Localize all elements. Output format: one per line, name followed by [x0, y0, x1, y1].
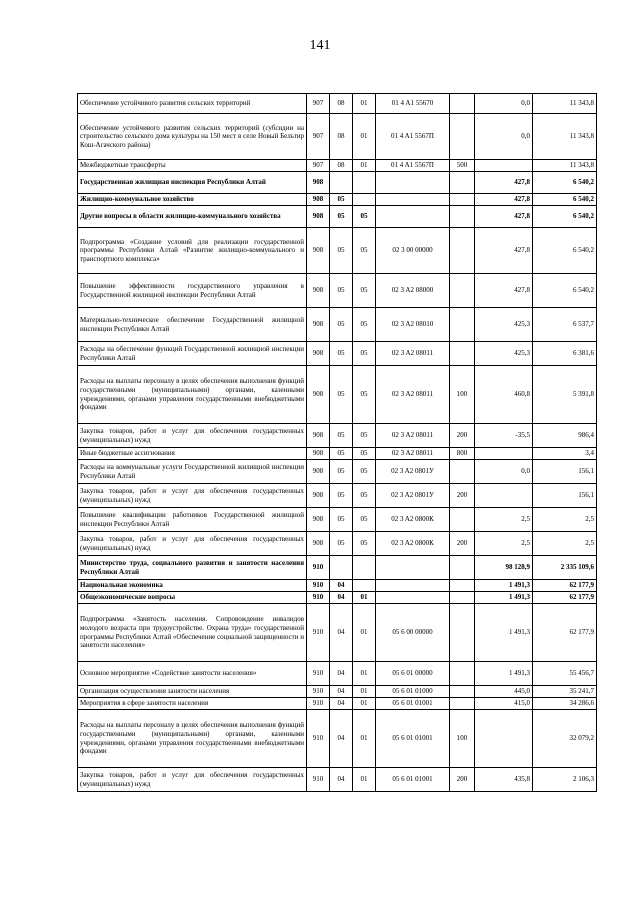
- row-target-article: [376, 206, 450, 228]
- row-amount-total: 2 106,3: [533, 768, 597, 792]
- row-section-code: 04: [330, 686, 353, 698]
- row-ved-code: 907: [307, 114, 330, 160]
- table-row: [78, 308, 597, 342]
- row-name: Межбюджетные трансферты: [78, 160, 307, 172]
- row-amount-change: [475, 484, 533, 508]
- row-name: Обеспечение устойчивого развития сельских территорий (субсидии на строительство сельского дома культуры на 150 мест в селе Новый Бельтир Кош-Агачского района): [78, 114, 307, 160]
- row-ved-code: 910: [307, 556, 330, 580]
- row-subsection-code: 01: [353, 604, 376, 662]
- row-target-article: [376, 194, 450, 206]
- row-amount-total: 11 343,8: [533, 94, 597, 114]
- row-amount-total: 2 335 109,6: [533, 556, 597, 580]
- row-amount-total: 2,5: [533, 508, 597, 532]
- row-section-code: 05: [330, 532, 353, 556]
- row-name: Жилищно-коммунальное хозяйство: [78, 194, 307, 206]
- row-amount-total: 6 537,7: [533, 308, 597, 342]
- row-ved-code: 908: [307, 460, 330, 484]
- table-row: [78, 160, 597, 172]
- row-amount-change: 427,8: [475, 194, 533, 206]
- row-name: Расходы на выплаты персоналу в целях обеспечения выполнения функций государственными (муниципальными) органами, казенными учреждениями, органами управления государственными внебюджетными фондами: [78, 366, 307, 424]
- row-target-article: 01 4 A1 5567П: [376, 160, 450, 172]
- row-target-article: [376, 580, 450, 592]
- row-expense-type: [450, 172, 475, 194]
- row-ved-code: 908: [307, 366, 330, 424]
- row-expense-type: [450, 194, 475, 206]
- row-name: Подпрограмма «Занятость населения. Сопровождение инвалидов молодого возраста при трудоустройстве. Охрана труда» государственной программы Республики Алтай «Обеспечение социальной защищенности и занятости населения»: [78, 604, 307, 662]
- row-amount-change: 1 491,3: [475, 662, 533, 686]
- row-amount-total: 6 540,2: [533, 228, 597, 274]
- row-subsection-code: 01: [353, 160, 376, 172]
- row-target-article: 05 6 01 01001: [376, 768, 450, 792]
- row-target-article: 02 3 A2 0801У: [376, 484, 450, 508]
- row-ved-code: 908: [307, 484, 330, 508]
- row-section-code: 04: [330, 710, 353, 768]
- row-ved-code: 908: [307, 194, 330, 206]
- row-target-article: 02 3 A2 0800К: [376, 508, 450, 532]
- row-target-article: 01 4 A1 55670: [376, 94, 450, 114]
- row-target-article: 02 3 A2 08011: [376, 424, 450, 448]
- row-target-article: [376, 556, 450, 580]
- budget-table: [77, 93, 597, 792]
- row-amount-total: 62 177,9: [533, 580, 597, 592]
- row-amount-total: 156,1: [533, 460, 597, 484]
- row-ved-code: 910: [307, 662, 330, 686]
- row-amount-change: 435,8: [475, 768, 533, 792]
- row-section-code: [330, 556, 353, 580]
- row-amount-change: 425,3: [475, 308, 533, 342]
- table-row: [78, 710, 597, 768]
- row-ved-code: 908: [307, 308, 330, 342]
- table-row: [78, 114, 597, 160]
- row-amount-total: 156,1: [533, 484, 597, 508]
- row-section-code: 05: [330, 308, 353, 342]
- row-ved-code: 908: [307, 424, 330, 448]
- row-name: Закупка товаров, работ и услуг для обеспечения государственных (муниципальных) нужд: [78, 424, 307, 448]
- row-subsection-code: 01: [353, 114, 376, 160]
- table-row: [78, 604, 597, 662]
- row-target-article: 05 6 01 01001: [376, 698, 450, 710]
- row-subsection-code: 05: [353, 532, 376, 556]
- row-target-article: [376, 172, 450, 194]
- row-expense-type: [450, 114, 475, 160]
- row-amount-change: 445,0: [475, 686, 533, 698]
- row-name: Министерство труда, социального развития и занятости населения Республики Алтай: [78, 556, 307, 580]
- row-section-code: 04: [330, 698, 353, 710]
- row-amount-change: 460,8: [475, 366, 533, 424]
- row-ved-code: 908: [307, 172, 330, 194]
- row-expense-type: [450, 206, 475, 228]
- row-target-article: 02 3 A2 0801У: [376, 460, 450, 484]
- row-expense-type: [450, 342, 475, 366]
- row-section-code: 04: [330, 604, 353, 662]
- row-subsection-code: 05: [353, 308, 376, 342]
- row-section-code: 05: [330, 448, 353, 460]
- table-row: [78, 206, 597, 228]
- row-ved-code: 910: [307, 604, 330, 662]
- table-row: [78, 556, 597, 580]
- row-ved-code: 907: [307, 160, 330, 172]
- row-expense-type: [450, 592, 475, 604]
- row-name: Мероприятия в сфере занятости населения: [78, 698, 307, 710]
- row-ved-code: 908: [307, 508, 330, 532]
- row-amount-change: 415,0: [475, 698, 533, 710]
- row-section-code: 05: [330, 194, 353, 206]
- row-amount-total: 34 286,6: [533, 698, 597, 710]
- row-target-article: 05 6 01 00000: [376, 662, 450, 686]
- row-amount-total: 62 177,9: [533, 604, 597, 662]
- row-target-article: 02 3 A2 08000: [376, 274, 450, 308]
- row-name: Закупка товаров, работ и услуг для обеспечения государственных (муниципальных) нужд: [78, 532, 307, 556]
- row-expense-type: 200: [450, 484, 475, 508]
- row-subsection-code: [353, 194, 376, 206]
- row-name: Организация осуществления занятости населения: [78, 686, 307, 698]
- row-subsection-code: 01: [353, 662, 376, 686]
- row-section-code: 05: [330, 206, 353, 228]
- row-target-article: 02 3 00 00000: [376, 228, 450, 274]
- table-row: [78, 662, 597, 686]
- page-number: 141: [309, 38, 331, 53]
- row-subsection-code: 05: [353, 366, 376, 424]
- row-name: Расходы на коммунальные услуги Государственной жилищной инспекции Республики Алтай: [78, 460, 307, 484]
- row-name: Основное мероприятие «Содействие занятости населения»: [78, 662, 307, 686]
- row-subsection-code: 01: [353, 710, 376, 768]
- row-section-code: 05: [330, 228, 353, 274]
- row-amount-change: 427,8: [475, 274, 533, 308]
- row-section-code: 08: [330, 94, 353, 114]
- row-target-article: 05 6 01 01001: [376, 710, 450, 768]
- row-amount-change: 427,8: [475, 172, 533, 194]
- row-amount-total: 3,4: [533, 448, 597, 460]
- row-ved-code: 908: [307, 342, 330, 366]
- row-expense-type: [450, 274, 475, 308]
- row-name: Государственная жилищная инспекция Республики Алтай: [78, 172, 307, 194]
- row-amount-change: [475, 160, 533, 172]
- table-row: [78, 366, 597, 424]
- row-amount-total: 35 241,7: [533, 686, 597, 698]
- row-ved-code: 908: [307, 274, 330, 308]
- row-amount-change: 0,0: [475, 114, 533, 160]
- row-amount-change: 427,8: [475, 206, 533, 228]
- row-expense-type: 800: [450, 448, 475, 460]
- table-row: [78, 342, 597, 366]
- row-section-code: 05: [330, 342, 353, 366]
- row-expense-type: [450, 604, 475, 662]
- row-expense-type: [450, 662, 475, 686]
- row-subsection-code: 01: [353, 592, 376, 604]
- row-amount-change: 98 128,9: [475, 556, 533, 580]
- row-section-code: [330, 172, 353, 194]
- row-subsection-code: 05: [353, 228, 376, 274]
- table-row: [78, 484, 597, 508]
- row-amount-change: -35,5: [475, 424, 533, 448]
- row-section-code: 04: [330, 592, 353, 604]
- row-ved-code: 910: [307, 710, 330, 768]
- table-row: [78, 274, 597, 308]
- row-subsection-code: 05: [353, 484, 376, 508]
- row-subsection-code: [353, 580, 376, 592]
- row-target-article: [376, 592, 450, 604]
- row-expense-type: 200: [450, 424, 475, 448]
- row-target-article: 02 3 A2 08010: [376, 308, 450, 342]
- row-amount-total: 6 540,2: [533, 172, 597, 194]
- row-name: Обеспечение устойчивого развития сельских территорий: [78, 94, 307, 114]
- row-subsection-code: [353, 172, 376, 194]
- row-target-article: 02 3 A2 08011: [376, 366, 450, 424]
- row-section-code: 05: [330, 366, 353, 424]
- row-name: Расходы на обеспечение функций Государственной жилищной инспекции Республики Алтай: [78, 342, 307, 366]
- row-subsection-code: 01: [353, 94, 376, 114]
- table-row: [78, 508, 597, 532]
- row-section-code: 08: [330, 114, 353, 160]
- row-amount-change: 1 491,3: [475, 580, 533, 592]
- row-ved-code: 908: [307, 206, 330, 228]
- row-expense-type: [450, 580, 475, 592]
- table-row: [78, 460, 597, 484]
- row-ved-code: 907: [307, 94, 330, 114]
- table-row: [78, 698, 597, 710]
- row-amount-change: 1 491,3: [475, 604, 533, 662]
- table-row: [78, 768, 597, 792]
- row-ved-code: 910: [307, 580, 330, 592]
- row-section-code: 04: [330, 768, 353, 792]
- row-amount-total: 5 391,8: [533, 366, 597, 424]
- row-expense-type: 200: [450, 532, 475, 556]
- row-ved-code: 910: [307, 768, 330, 792]
- row-expense-type: [450, 228, 475, 274]
- row-amount-total: 6 540,2: [533, 206, 597, 228]
- row-name: Подпрограмма «Создание условий для реализации государственной программы Республики Алтай «Развитие жилищно-коммунального и транспортного комплекса»: [78, 228, 307, 274]
- row-expense-type: 500: [450, 160, 475, 172]
- row-subsection-code: 01: [353, 686, 376, 698]
- row-name: Национальная экономика: [78, 580, 307, 592]
- row-subsection-code: 05: [353, 342, 376, 366]
- row-amount-change: 2,5: [475, 508, 533, 532]
- row-ved-code: 908: [307, 448, 330, 460]
- table-row: [78, 194, 597, 206]
- table-row: [78, 592, 597, 604]
- row-amount-total: 6 540,2: [533, 274, 597, 308]
- row-amount-total: 2,5: [533, 532, 597, 556]
- row-amount-total: 32 079,2: [533, 710, 597, 768]
- row-expense-type: [450, 686, 475, 698]
- row-subsection-code: 05: [353, 508, 376, 532]
- row-name: Иные бюджетные ассигнования: [78, 448, 307, 460]
- row-amount-total: 986,4: [533, 424, 597, 448]
- row-expense-type: 200: [450, 768, 475, 792]
- row-section-code: 05: [330, 484, 353, 508]
- row-amount-change: 1 491,3: [475, 592, 533, 604]
- row-amount-change: 0,0: [475, 94, 533, 114]
- row-section-code: 08: [330, 160, 353, 172]
- row-expense-type: [450, 308, 475, 342]
- row-expense-type: [450, 556, 475, 580]
- table-row: [78, 580, 597, 592]
- row-amount-total: 11 343,8: [533, 160, 597, 172]
- row-expense-type: [450, 94, 475, 114]
- row-subsection-code: 01: [353, 698, 376, 710]
- row-subsection-code: 01: [353, 768, 376, 792]
- row-target-article: 02 3 A2 0800К: [376, 532, 450, 556]
- row-name: Закупка товаров, работ и услуг для обеспечения государственных (муниципальных) нужд: [78, 768, 307, 792]
- row-amount-total: 6 381,6: [533, 342, 597, 366]
- row-amount-total: 62 177,9: [533, 592, 597, 604]
- row-ved-code: 908: [307, 228, 330, 274]
- row-target-article: 05 6 01 01000: [376, 686, 450, 698]
- row-subsection-code: [353, 556, 376, 580]
- table-row: [78, 686, 597, 698]
- row-amount-total: 6 540,2: [533, 194, 597, 206]
- row-amount-total: 11 343,8: [533, 114, 597, 160]
- row-name: Закупка товаров, работ и услуг для обеспечения государственных (муниципальных) нужд: [78, 484, 307, 508]
- row-name: Повышение квалификации работников Государственной жилищной инспекции Республики Алтай: [78, 508, 307, 532]
- table-row: [78, 532, 597, 556]
- row-subsection-code: 05: [353, 448, 376, 460]
- row-ved-code: 908: [307, 532, 330, 556]
- row-amount-change: 2,5: [475, 532, 533, 556]
- row-target-article: 05 6 00 00000: [376, 604, 450, 662]
- row-section-code: 04: [330, 580, 353, 592]
- row-subsection-code: 05: [353, 274, 376, 308]
- row-amount-change: 427,8: [475, 228, 533, 274]
- table-row: [78, 448, 597, 460]
- row-subsection-code: 05: [353, 206, 376, 228]
- row-section-code: 05: [330, 460, 353, 484]
- table-row: [78, 172, 597, 194]
- budget-table-body: [78, 94, 597, 792]
- row-amount-change: [475, 710, 533, 768]
- row-target-article: 02 3 A2 08011: [376, 342, 450, 366]
- table-row: [78, 94, 597, 114]
- row-name: Другие вопросы в области жилищно-коммунального хозяйства: [78, 206, 307, 228]
- row-section-code: 05: [330, 508, 353, 532]
- row-amount-change: 425,3: [475, 342, 533, 366]
- row-name: Расходы на выплаты персоналу в целях обеспечения выполнения функций государственными (муниципальными) органами, казенными учреждениями, органами управления государственными внебюджетными фондами: [78, 710, 307, 768]
- row-name: Повышение эффективности государственного управления в Государственной жилищной инспекции Республики Алтай: [78, 274, 307, 308]
- row-ved-code: 910: [307, 686, 330, 698]
- row-amount-total: 55 456,7: [533, 662, 597, 686]
- row-expense-type: [450, 698, 475, 710]
- row-target-article: 02 3 A2 08011: [376, 448, 450, 460]
- row-section-code: 04: [330, 662, 353, 686]
- table-row: [78, 228, 597, 274]
- row-ved-code: 910: [307, 698, 330, 710]
- table-row: [78, 424, 597, 448]
- row-expense-type: 100: [450, 710, 475, 768]
- row-section-code: 05: [330, 274, 353, 308]
- row-ved-code: 910: [307, 592, 330, 604]
- row-expense-type: [450, 460, 475, 484]
- row-amount-change: 0,0: [475, 460, 533, 484]
- row-expense-type: [450, 508, 475, 532]
- row-section-code: 05: [330, 424, 353, 448]
- row-subsection-code: 05: [353, 460, 376, 484]
- row-amount-change: [475, 448, 533, 460]
- row-expense-type: 100: [450, 366, 475, 424]
- row-target-article: 01 4 A1 5567П: [376, 114, 450, 160]
- row-name: Общеэкономические вопросы: [78, 592, 307, 604]
- row-name: Материально-техническое обеспечение Государственной жилищной инспекции Республики Алтай: [78, 308, 307, 342]
- row-subsection-code: 05: [353, 424, 376, 448]
